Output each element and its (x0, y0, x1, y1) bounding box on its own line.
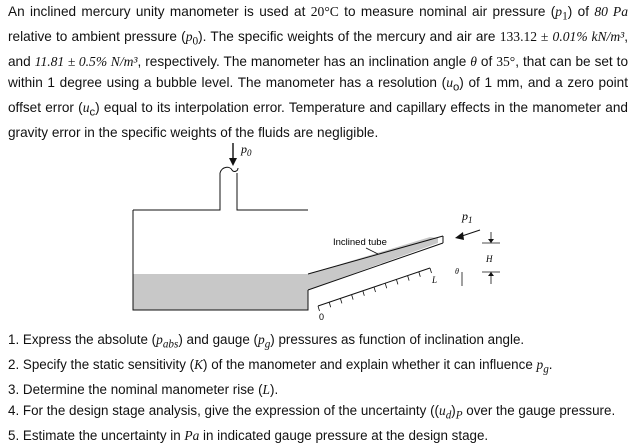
h-arrowhead-top (488, 239, 494, 243)
reservoir-outline (133, 173, 308, 210)
tube-lower-wall (308, 243, 443, 290)
scale-tick (408, 276, 410, 281)
scale-tick (363, 291, 365, 296)
temperature-value: 20°C (310, 4, 339, 19)
reservoir-fluid (133, 274, 308, 310)
question-5: 5. Estimate the uncertainty in Pa in indicated gauge pressure at the design stage. (8, 427, 489, 443)
text: relative to ambient pressure ( (8, 29, 186, 45)
inclined-tube-label: Inclined tube (333, 237, 387, 248)
mercury-weight: 133.12 ± (499, 29, 549, 45)
p1-arrow (462, 230, 480, 236)
air-weight: 11.81 ± 0.5% N/m³ (34, 54, 138, 70)
h-label: H (486, 254, 493, 264)
text: to measure nominal air pressure ( (338, 4, 556, 19)
theta-label: θ (455, 267, 459, 276)
text: ). The specific weights of the mercury and air are (198, 29, 500, 45)
p0-arrowhead (229, 158, 237, 166)
subscript: o (452, 81, 460, 94)
symbol-uo: u (446, 74, 453, 90)
angle-value: 35° (496, 54, 516, 70)
symbol-p1: p (555, 4, 563, 19)
scale-tick (318, 306, 320, 311)
text: ) of (567, 4, 595, 19)
text: An inclined mercury unity manometer is used at (8, 4, 311, 19)
scale-zero-label: 0 (319, 312, 325, 322)
scale-tick (374, 287, 376, 292)
scale-tick (385, 283, 387, 288)
scale-tick (352, 295, 354, 300)
scale-tick (430, 268, 432, 273)
l-label: L (432, 275, 438, 285)
mercury-weight-unit: 0.01% kN/m³ (552, 29, 625, 45)
pressure-value: 80 Pa (594, 4, 629, 19)
symbol-uc: u (82, 99, 90, 115)
question-1: 1. Express the absolute $(p_{abs})$ and gauge $(p_g)$ pressures as function of inclination angle. (8, 332, 525, 351)
pressure-port (220, 167, 238, 173)
subscript: 1 (562, 10, 568, 23)
symbol-p0: p (185, 29, 193, 45)
text: , respectively. The manometer has an inclination angle (137, 54, 471, 70)
question-2: 2. Specify the static sensitivity (K) of the manometer and explain whether it can influence $p_g$. (8, 357, 553, 376)
subscript: 0 (192, 35, 199, 48)
scale-tick (340, 298, 342, 303)
scale-tick (396, 279, 398, 284)
question-list (8, 330, 630, 446)
symbol-theta: θ (470, 54, 477, 70)
question-3: 3. Determine the nominal manometer rise (L). (8, 382, 279, 398)
text: , that can be set to within 1 degree using a bubble level. The manometer has a resolution ( (8, 54, 628, 90)
question-4: 4. For the design stage analysis, give the expression of the uncertainty ($(u_d)_P$ over the gauge pressure. (8, 402, 616, 422)
scale-tick (329, 302, 331, 307)
scale-tick (419, 272, 421, 277)
p1-arrowhead (455, 232, 464, 240)
text: , and (8, 29, 629, 70)
p1-label: $p_1$ (462, 209, 473, 225)
text: ) equal to its interpolation error. Temperature and capillary effects in the manometer and gravity error in the specific weights of the fluids are negligible. (8, 99, 628, 140)
h-arrowhead-bottom (488, 272, 494, 276)
tube-label-leader (366, 248, 378, 254)
text: ) of 1 mm, and a zero point offset error ( (8, 74, 629, 115)
text: of (476, 54, 497, 70)
p0-label: $p_0$ (241, 142, 252, 158)
subscript: c (89, 106, 96, 119)
